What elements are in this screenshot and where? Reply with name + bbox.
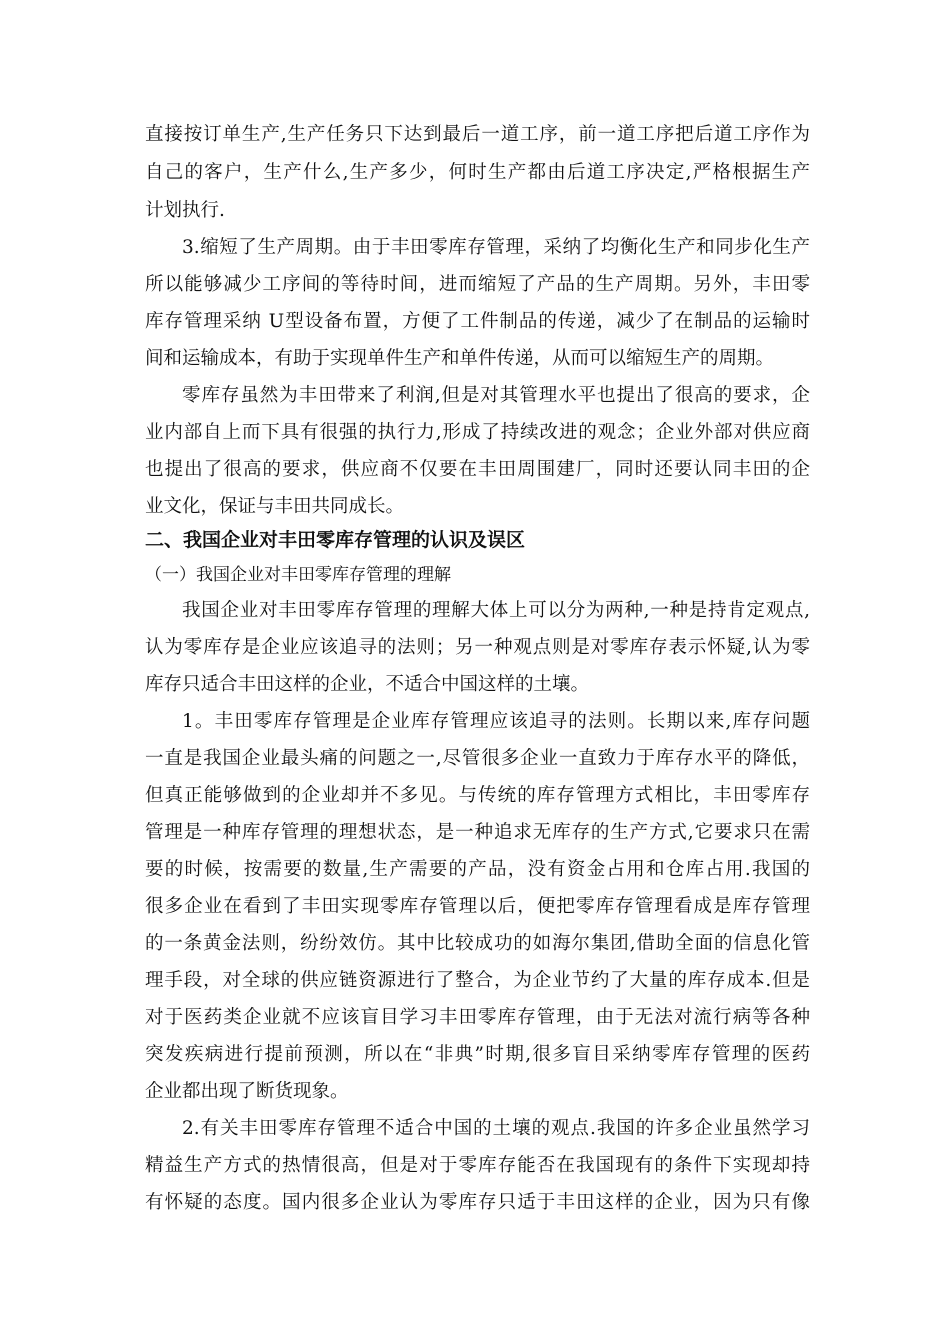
text-line: 自己的客户，生产什么,生产多少，何时生产都由后道工序决定,严格根据生产 [145,162,810,183]
text-line: 也提出了很高的要求，供应商不仅要在丰田周围建厂，同时还要认同丰田的企 [145,459,810,480]
text-line: 业文化，保证与丰田共同成长。 [145,496,405,517]
text-line: 理手段，对全球的供应链资源进行了整合，为企业节约了大量的库存成本.但是 [145,970,810,991]
text-line: 管理是一种库存管理的理想状态，是一种追求无库存的生产方式,它要求只在需 [145,822,810,843]
text-line: 零库存虽然为丰田带来了利润,但是对其管理水平也提出了很高的要求，企 [182,385,810,406]
text-line: 3.缩短了生产周期。由于丰田零库存管理，采纳了均衡化生产和同步化生产 [182,237,810,258]
text-line: 精益生产方式的热情很高，但是对于零库存能否在我国现有的条件下实现却持 [145,1155,810,1176]
text-line: 突发疾病进行提前预测，所以在“非典”时期,很多盲目采纳零库存管理的医药 [145,1044,810,1065]
text-line: 库存只适合丰田这样的企业，不适合中国这样的土壤。 [145,674,590,695]
subsection-heading: （一）我国企业对丰田零库存管理的理解 [145,565,451,585]
text-line: 计划执行. [145,200,225,221]
text-line: 要的时候，按需要的数量,生产需要的产品，没有资金占用和仓库占用.我国的 [145,859,810,880]
text-line: 企业都出现了断货现象。 [145,1081,349,1102]
section-heading: 二、我国企业对丰田零库存管理的认识及误区 [145,529,526,551]
text-line: 但真正能够做到的企业却并不多见。与传统的库存管理方式相比，丰田零库存 [145,785,810,806]
text-line: 间和运输成本，有助于实现单件生产和单件传递，从而可以缩短生产的周期。 [145,348,775,369]
text-line: 2.有关丰田零库存管理不适合中国的土壤的观点.我国的许多企业虽然学习 [182,1118,810,1139]
text-line: 业内部自上而下具有很强的执行力,形成了持续改进的观念；企业外部对供应商 [145,422,810,443]
text-line: 所以能够减少工序间的等待时间，进而缩短了产品的生产周期。另外，丰田零 [145,274,810,295]
text-line: 一直是我国企业最头痛的问题之一,尽管很多企业一直致力于库存水平的降低， [145,748,810,769]
text-line: 直接按订单生产,生产任务只下达到最后一道工序，前一道工序把后道工序作为 [145,124,810,145]
text-line: 1。丰田零库存管理是企业库存管理应该追寻的法则。长期以来,库存问题 [182,711,810,732]
text-line: 很多企业在看到了丰田实现零库存管理以后，便把零库存管理看成是库存管理 [145,896,810,917]
text-line: 对于医药类企业就不应该盲目学习丰田零库存管理，由于无法对流行病等各种 [145,1007,810,1028]
text-line: 认为零库存是企业应该追寻的法则；另一种观点则是对零库存表示怀疑,认为零 [145,637,810,658]
text-line: 我国企业对丰田零库存管理的理解大体上可以分为两种,一种是持肯定观点, [182,600,810,621]
text-line: 库存管理采纳 U型设备布置，方便了工件制品的传递，减少了在制品的运输时 [145,311,810,332]
text-line: 有怀疑的态度。国内很多企业认为零库存只适于丰田这样的企业，因为只有像 [145,1192,810,1213]
text-line: 的一条黄金法则，纷纷效仿。其中比较成功的如海尔集团,借助全面的信息化管 [145,933,810,954]
